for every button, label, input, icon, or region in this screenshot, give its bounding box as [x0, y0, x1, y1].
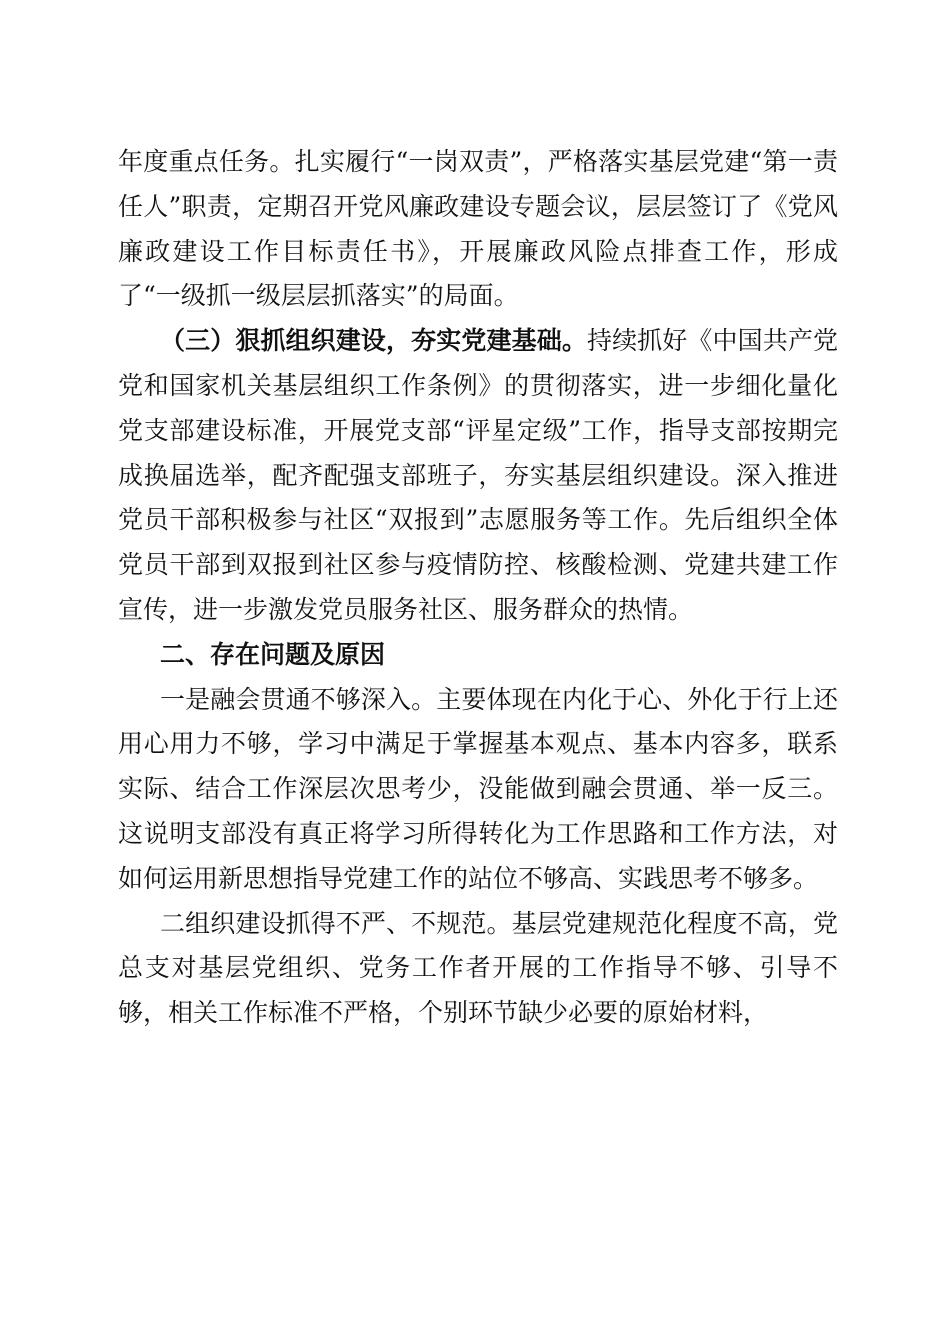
paragraph-text: 二组织建设抓得不严、不规范。基层党建规范化程度不高，党总支对基层党组织、党务工作者开展的工作指导不够、引导不够，相关工作标准不严格，个别环节缺少必要的原始材料， [118, 908, 838, 1028]
paragraph-text: 主要体现在内化于心、外化于行上还用心用力不够，学习中满足于掌握基本观点、基本内容多，联系实际、结合工作深层次思考少，没能做到融会贯通、举一反三。这说明支部没有真正将学习所得转化为工作思路和工作方法，对如何运用新思想指导党建工作的站位不够高、实践思考不够多。 [118, 684, 838, 893]
paragraph-problem-two [118, 902, 838, 1036]
document-body [118, 140, 838, 1036]
paragraph-continuation [118, 140, 838, 319]
paragraph-lead-heading: （三）狠抓组织建设，夯实党建基础。 [160, 326, 587, 356]
paragraph-text: 年度重点任务。扎实履行“一岗双责”，严格落实基层党建“第一责任人”职责，定期召开党风廉政建设专题会议，层层签订了《党风廉政建设工作目标责任书》，开展廉政风险点排查工作，形成了“一级抓一级层层抓落实”的局面。 [118, 147, 838, 311]
section-heading-text: 二、存在问题及原因 [160, 639, 386, 669]
section-heading [118, 633, 838, 678]
paragraph-text: 持续抓好《中国共产党党和国家机关基层组织工作条例》的贯彻落实，进一步细化量化党支部建设标准，开展党支部“评星定级”工作，指导支部按期完成换届选举，配齐配强支部班子，夯实基层组织建设。深入推进党员干部积极参与社区“双报到”志愿服务等工作。先后组织全体党员干部到双报到社区参与疫情防控、核酸检测、党建共建工作宣传，进一步激发党员服务社区、服务群众的热情。 [118, 326, 838, 624]
paragraph-lead: 一是融会贯通不够深入。 [160, 684, 437, 714]
paragraph-organization-building [118, 319, 838, 633]
paragraph-problem-one [118, 678, 838, 902]
